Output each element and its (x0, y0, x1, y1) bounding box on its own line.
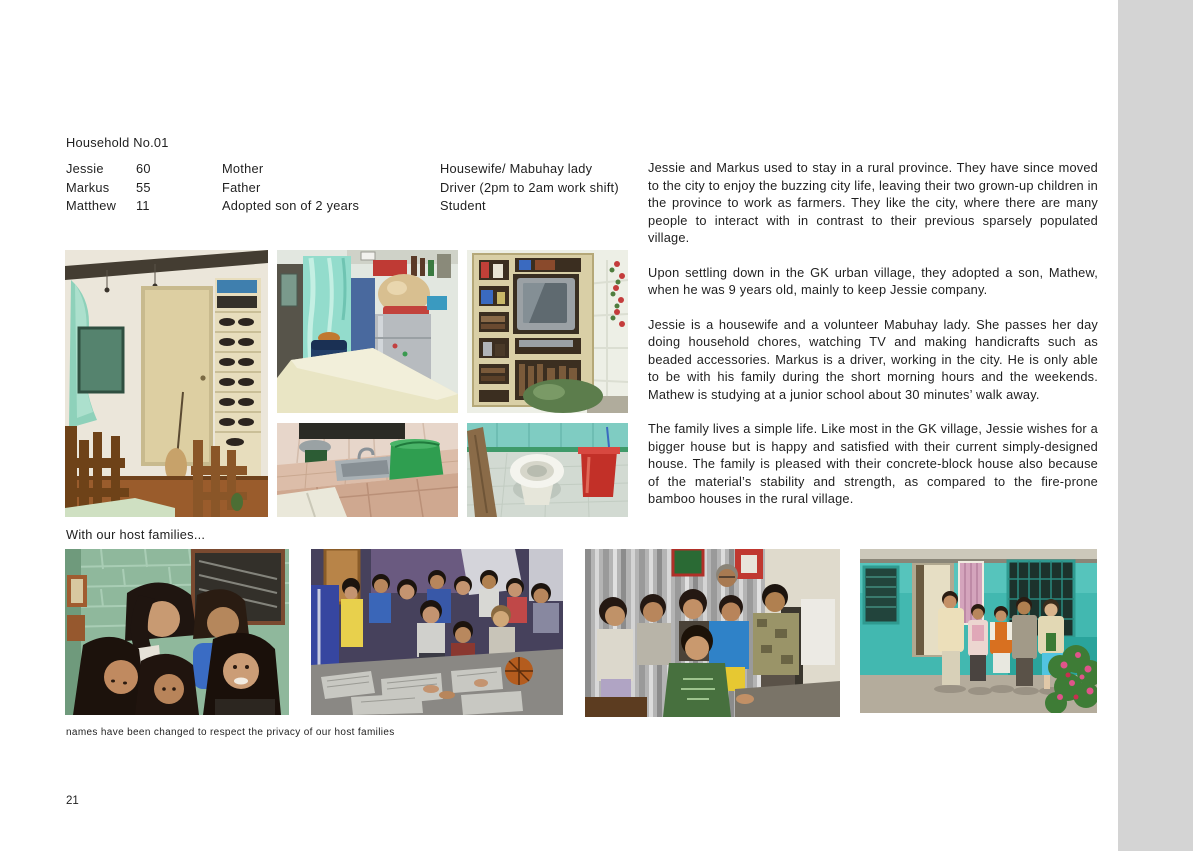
table-row (66, 179, 641, 198)
page-number: 21 (66, 795, 79, 807)
table-row (66, 160, 641, 179)
photo-family-group-tinsel-backdrop (585, 549, 840, 717)
photo-kitchen-sink-green-bucket (277, 423, 458, 517)
photo-large-group-seated-on-floor (311, 549, 563, 715)
photo-living-room-door-and-shoe-rack (65, 250, 268, 517)
paragraph: Jessie is a housewife and a volunteer Mabuhay lady. She passes her day doing household chores, watching TV and making handicrafts such as beaded accessories. Markus is a driver, working in the city. He is only able to be with his family during the short morning hours and the weekends. Mathew is studying at a junior school about 30 minutes’ walk away. (648, 316, 1098, 402)
member-age: 11 (136, 198, 150, 213)
household-title: Household No.01 (66, 135, 169, 150)
member-age: 60 (136, 161, 151, 176)
host-families-label: With our host families... (66, 527, 206, 542)
paragraph: Jessie and Markus used to stay in a rural province. They have since moved to the city to enjoy the buzzing city life, leaving their two grown-up children in the province to work as farmers. They like the city, where there are many people to interact with in contrast to their previous sparsely populated village. (648, 160, 1098, 245)
household-member-table (66, 160, 641, 216)
member-occupation: Driver (2pm to 2am work shift) (440, 179, 619, 195)
narrative-text (648, 159, 1098, 525)
member-relation: Father (222, 179, 261, 195)
member-occupation: Student (440, 198, 486, 213)
photo-group-outside-teal-house (860, 549, 1097, 713)
photo-tv-entertainment-unit (467, 250, 628, 413)
member-relation: Adopted son of 2 years (222, 198, 360, 213)
member-name: Matthew (66, 198, 117, 213)
photo-toilet-red-bucket (467, 423, 628, 517)
member-age: 55 (136, 179, 151, 195)
member-occupation: Housewife/ Mabuhay lady (440, 161, 593, 176)
photo-girls-selfie-with-host-mother (65, 549, 289, 715)
member-name: Jessie (66, 161, 104, 176)
member-name: Markus (66, 179, 110, 195)
member-relation: Mother (222, 161, 264, 176)
paragraph: The family lives a simple life. Like most in the GK village, Jessie wishes for a bigger house but is happy and satisfied with their current simply-designed house. The family is pleased with their concrete-block house also because of the material’s stability and strength, as compared to the fire-prone bamboo houses in the rural village. (648, 421, 1098, 506)
paragraph: Upon settling down in the GK urban village, they adopted a son, Mathew, when he was 9 years old, mainly to keep Jessie company. (648, 264, 1098, 297)
page-edge-strip (1118, 0, 1193, 851)
table-row (66, 197, 641, 216)
privacy-caption: names have been changed to respect the privacy of our host families (66, 727, 395, 738)
photo-kitchen-with-refrigerator (277, 250, 458, 413)
